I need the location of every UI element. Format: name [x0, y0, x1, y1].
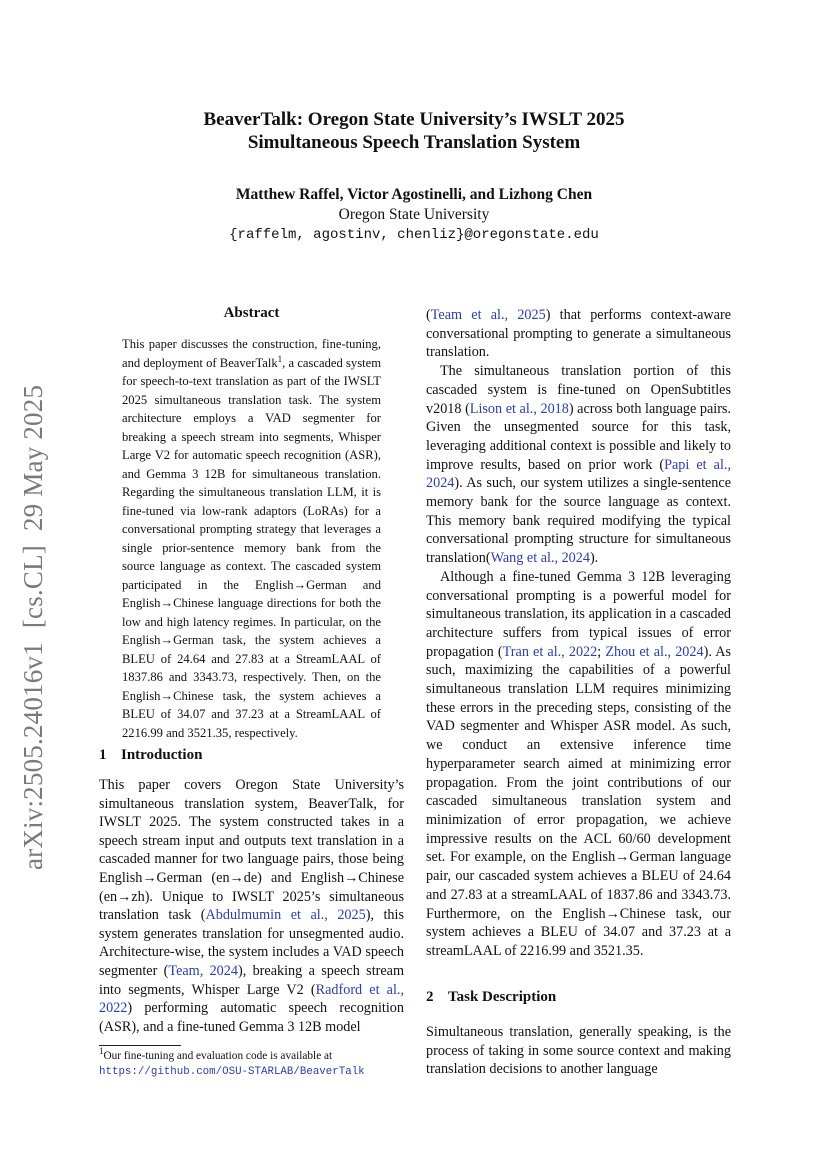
citation-link[interactable]: Abdulmumin et al., 2025 [205, 907, 366, 924]
right-paragraph-2 [426, 362, 731, 568]
paragraph-text: ) that performs context-aware conversational prompting to generate a simultaneous translation. [426, 307, 731, 361]
section-number: 2 [426, 989, 434, 1005]
paragraph-text: The simultaneous translation portion of this cascaded system is fine-tuned on OpenSubtitles v2018 ( [426, 363, 731, 417]
footnote-url-link[interactable]: https://github.com/OSU-STARLAB/BeaverTalk [99, 1066, 365, 1078]
abstract-text-2: , a cascaded system for speech-to-text translation as part of the IWSLT 2025 simultaneous translation task. The system architecture employs a VAD segmenter for breaking a speech stream into segments, Whisper Large V2 for automatic speech recognition (ASR), and Gemma 3 12B for simultaneous translation. Regarding the simultaneous translation LLM, it is fine-tuned via low-rank adaptors (LoRAs) for a conversational prompting strategy that leverages a single prior-sentence memory bank from the source language as context. The cascaded system participated in the English→German and English→Chinese language directions for both the low and high latency regimes. In particular, on the English→German task, the system achieves a BLEU of 24.64 and 27.83 at a StreamLAAL of 1837.86 and 3343.73, respectively. Then, on the English→Chinese task, the system achieves a BLEU of 34.07 and 37.23 at a StreamLAAL of 2216.99 and 3521.35, respectively. [122, 355, 381, 740]
arxiv-date: 29 May 2025 [18, 384, 48, 532]
right-column-body [426, 306, 731, 961]
paragraph-text: ). [589, 550, 599, 567]
section-heading-introduction [99, 747, 202, 764]
intro-text: This paper covers Oregon State University’s simultaneous translation system, BeaverTalk, for IWSLT 2025. The system constructed takes in a speech stream input and outputs text translation in a cascaded manner for two language pairs, those being English→German (en→de) and English→Chinese (en→zh). Unique to IWSLT 2025’s simultaneous translation task ( [99, 777, 404, 924]
section-number: 1 [99, 747, 107, 763]
author-block [0, 185, 828, 245]
intro-text: ) performing automatic speech recognition (ASR), and a fine-tuned Gemma 3 12B model [99, 1000, 404, 1035]
intro-paragraph [99, 776, 404, 1036]
citation-link[interactable]: Lison et al., 2018 [469, 400, 569, 417]
arxiv-sidebar-stamp [18, 384, 49, 870]
citation-link[interactable]: Tran et al., 2022 [502, 643, 598, 660]
footnote-divider [99, 1045, 181, 1046]
paragraph-text: Although a fine-tuned Gemma 3 12B leveraging conversational prompting is a powerful model for simultaneous translation, its application in a cascaded architecture suffers from typical issues of error propagation ( [426, 568, 731, 660]
introduction-body [99, 776, 404, 1036]
intro-text: ), this system generates translation for unsegmented audio. Architecture-wise, the system includes a VAD speech segmenter ( [99, 907, 404, 979]
arxiv-id: arXiv:2505.24016v1 [18, 642, 48, 870]
intro-text: ), breaking a speech stream into segments, Whisper Large V2 ( [99, 962, 404, 998]
citation-link[interactable]: Radford et al., 2022 [99, 981, 405, 1017]
author-affiliation: Oregon State University [338, 206, 490, 223]
paragraph-text: ) across both language pairs. Given the unsegmented source for this task, leveraging additional context is possible and likely to improve results, based on prior work ( [426, 400, 731, 473]
citation-link[interactable]: Papi et al., 2024 [426, 456, 731, 492]
footnote [99, 1046, 409, 1080]
title-line-1: BeaverTalk: Oregon State University’s IWSLT 2025 [203, 109, 625, 130]
right-paragraph-3 [426, 568, 731, 961]
citation-link[interactable]: Zhou et al., 2024 [605, 643, 704, 660]
abstract-body [122, 335, 381, 742]
section-title: Introduction [121, 747, 203, 763]
citation-link[interactable]: Wang et al., 2024 [490, 550, 590, 567]
section-title: Task Description [448, 989, 557, 1005]
footnote-marker[interactable]: 1 [277, 353, 283, 364]
right-paragraph-1: (Team et al., 2025) that performs context-aware conversational prompting to generate a simultaneous translation. [426, 307, 731, 361]
paragraph-text: ). As such, our system utilizes a single-sentence memory bank for the source language as context. This memory bank required modifying the typical conversational prompting structure for simultaneous translation( [426, 475, 731, 567]
section-heading-task-description [426, 989, 556, 1006]
task-description-body [426, 1023, 731, 1079]
author-names: Matthew Raffel, Victor Agostinelli, and Lizhong Chen [235, 186, 593, 203]
arxiv-category: [cs.CL] [18, 545, 48, 629]
author-emails: {raffelm, agostinv, chenliz}@oregonstate.edu [229, 227, 599, 243]
abstract-text-1: This paper discusses the construction, fine-tuning, and deployment of BeaverTalk [122, 337, 381, 370]
title-line-2: Simultaneous Speech Translation System [247, 132, 581, 153]
paragraph-text: ). As such, maximizing the capabilities of a powerful simultaneous translation LLM requires minimizing these errors in the preceding steps, consisting of the VAD segmenter and Whisper ASR model. As such, we conduct an extensive inference time hyperparameter search aimed at minimizing error propagation. From the joint contributions of our cascaded simultaneous translation system and minimization of error propagation, we achieve impressive results on the ACL 60/60 development set. For example, on the English→German language pair, our cascaded system achieves a BLEU of 24.64 and 27.83 at a streamLAAL of 1837.86 and 3343.73. Furthermore, on the English→Chinese task, our system achieves a BLEU of 34.07 and 37.23 at a streamLAAL of 2216.99 and 3521.35. [426, 643, 731, 959]
footnote-text: Our fine-tuning and evaluation code is available at [103, 1050, 333, 1062]
paragraph-text: ; [597, 643, 606, 660]
citation-link[interactable]: Team et al., 2025 [430, 307, 546, 323]
footnote-number: 1 [99, 1046, 104, 1057]
citation-link[interactable]: Team, 2024 [168, 962, 238, 979]
abstract-heading: Abstract [223, 305, 280, 321]
task-paragraph: Simultaneous translation, generally speaking, is the process of taking in some source context and making translation decisions to another language [426, 1024, 731, 1078]
paper-title [0, 108, 828, 154]
